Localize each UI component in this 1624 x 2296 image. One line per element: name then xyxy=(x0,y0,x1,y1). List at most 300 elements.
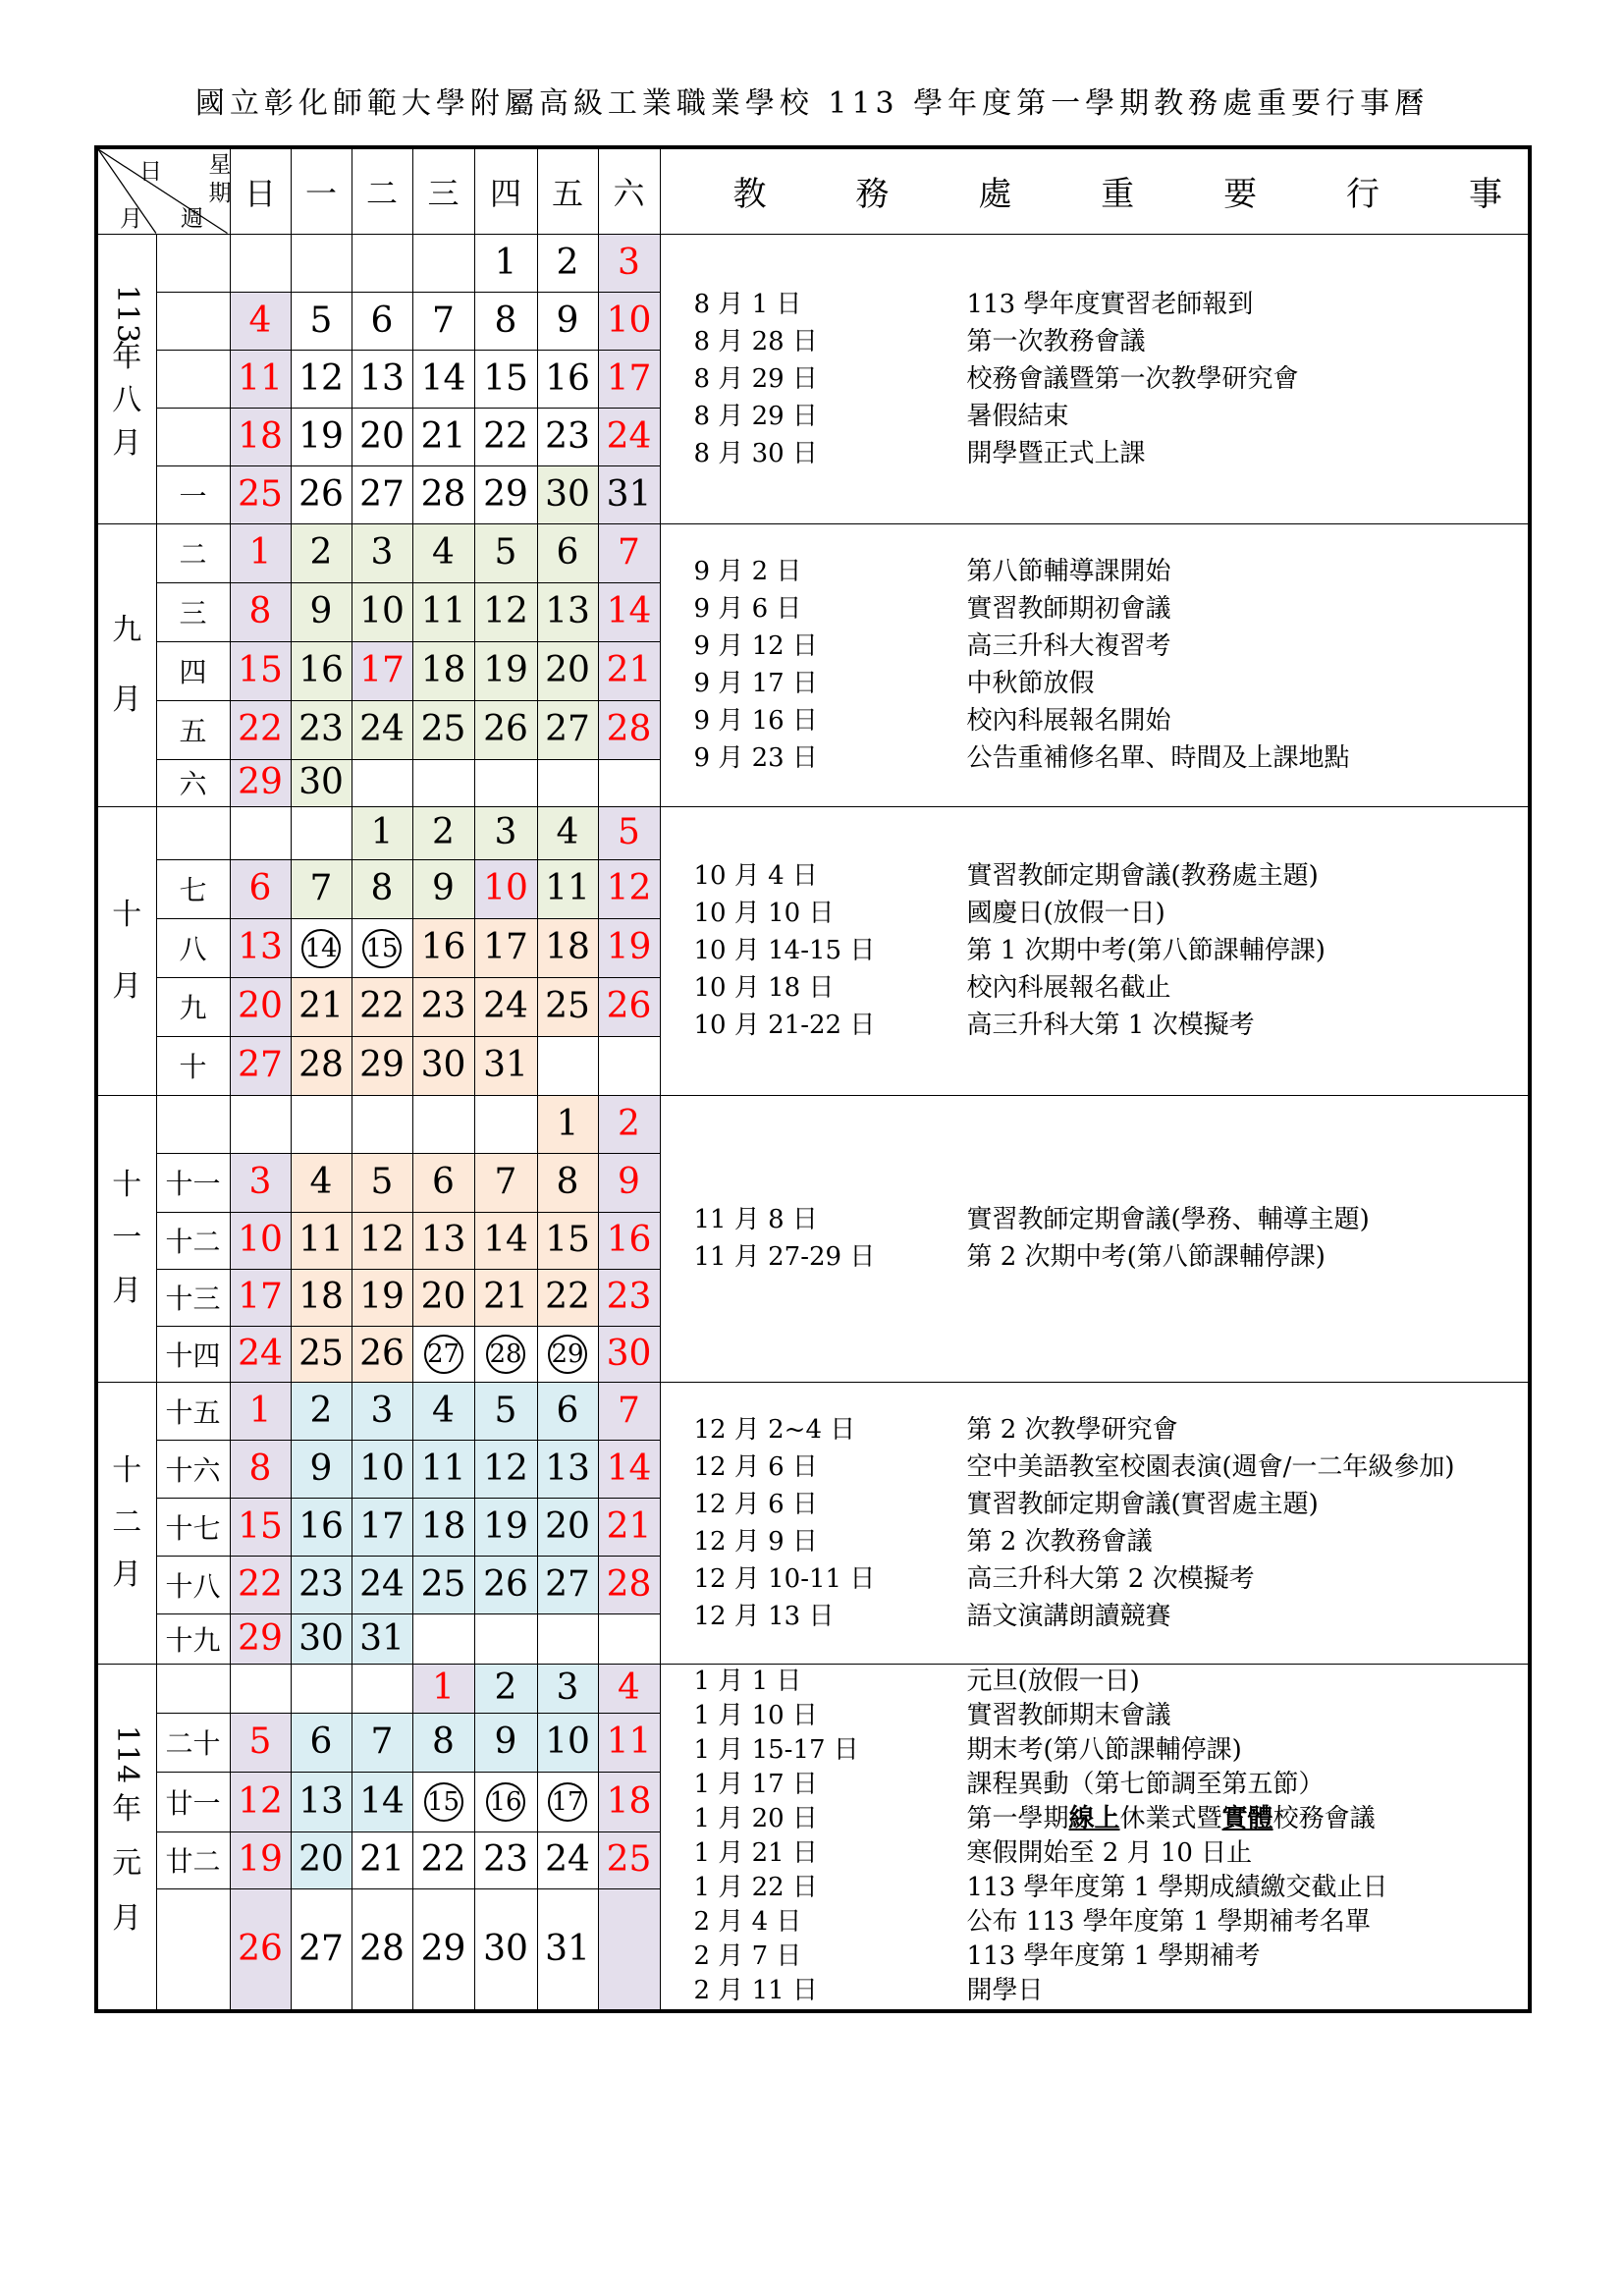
day-cell: 25 xyxy=(291,1326,352,1382)
event-date: 12 月 6 日 xyxy=(693,1489,818,1519)
event-row xyxy=(694,1560,1529,1598)
week-number xyxy=(156,1664,230,1713)
day-cell: 24 xyxy=(352,700,412,759)
day-cell: 13 xyxy=(230,918,291,977)
day-cell: 6 xyxy=(291,1713,352,1772)
month-events xyxy=(660,523,1530,806)
week-number: 十七 xyxy=(156,1498,230,1556)
events-list xyxy=(661,235,1529,523)
month-label-text xyxy=(98,807,156,1095)
event-row xyxy=(694,1871,1529,1905)
events-list xyxy=(661,524,1529,806)
day-cell: 30 xyxy=(598,1326,660,1382)
day-cell: 6 xyxy=(352,292,412,350)
event-row xyxy=(694,1733,1529,1768)
event-date: 9 月 23 日 xyxy=(693,743,818,773)
day-cell: 12 xyxy=(230,1772,291,1831)
event-desc: 實習教師期末會議 xyxy=(966,1701,1171,1731)
day-cell xyxy=(352,234,412,292)
day-cell: 20 xyxy=(352,408,412,465)
day-cell xyxy=(412,234,474,292)
events-header-char: 要 xyxy=(1223,175,1258,215)
day-cell: 18 xyxy=(412,1498,474,1556)
day-cell xyxy=(474,1613,537,1664)
event-desc: 實習教師定期會議(學務、輔導主題) xyxy=(966,1205,1370,1234)
month-label-segment: 八 xyxy=(112,382,142,417)
event-row xyxy=(694,590,1529,628)
day-cell xyxy=(412,1095,474,1153)
event-desc: 第 2 次教學研究會 xyxy=(966,1414,1178,1445)
day-cell: 19 xyxy=(474,641,537,700)
event-desc: 公告重補修名單、時間及上課地點 xyxy=(966,743,1350,773)
event-desc: 課程異動（第七節調至第五節） xyxy=(966,1770,1325,1800)
event-date: 10 月 4 日 xyxy=(693,861,818,891)
day-cell xyxy=(598,1036,660,1095)
week-number: 二十 xyxy=(156,1713,230,1772)
day-cell: 17 xyxy=(474,918,537,977)
calendar-row xyxy=(96,806,1530,859)
event-desc: 113 學年度第 1 學期成績繳交截止日 xyxy=(966,1873,1388,1903)
day-cell: 14 xyxy=(412,350,474,408)
month-events xyxy=(660,234,1530,523)
event-date: 12 月 9 日 xyxy=(693,1526,818,1557)
day-cell: 9 xyxy=(598,1153,660,1212)
event-desc: 期末考(第八節課輔停課) xyxy=(966,1735,1242,1766)
day-cell: 21 xyxy=(598,641,660,700)
calendar-row xyxy=(96,1382,1530,1440)
day-cell: 4 xyxy=(598,1664,660,1713)
exam-day-circle: 14 xyxy=(301,929,341,968)
exam-day-circle: 15 xyxy=(424,1782,463,1822)
month-label-segment: 元 xyxy=(112,1846,142,1881)
day-cell: 18 xyxy=(537,918,598,977)
event-row xyxy=(694,1523,1529,1560)
day-cell: 13 xyxy=(537,1440,598,1498)
events-list xyxy=(661,1665,1529,2010)
day-cell: 14 xyxy=(352,1772,412,1831)
day-cell: 31 xyxy=(352,1613,412,1664)
day-cell: 12 xyxy=(598,859,660,918)
event-date: 10 月 18 日 xyxy=(693,973,835,1003)
day-cell: 20 xyxy=(412,1269,474,1326)
day-cell: 22 xyxy=(412,1831,474,1888)
calendar-header-row xyxy=(96,147,1530,234)
weekday-header: 二 xyxy=(352,147,412,234)
day-cell: 3 xyxy=(352,1382,412,1440)
day-cell: 5 xyxy=(474,523,537,582)
week-number: 二 xyxy=(156,523,230,582)
corner-label-month: 月 xyxy=(120,205,142,232)
calendar-row xyxy=(96,234,1530,292)
events-list xyxy=(661,1096,1529,1382)
month-label-segment: 月 xyxy=(112,968,142,1004)
week-number xyxy=(156,234,230,292)
month-label-text xyxy=(98,1383,156,1664)
day-cell xyxy=(352,1095,412,1153)
day-cell: 8 xyxy=(412,1713,474,1772)
events-header xyxy=(660,147,1530,234)
day-cell xyxy=(352,918,412,977)
event-date: 12 月 10-11 日 xyxy=(693,1563,876,1594)
month-label-segment: 月 xyxy=(112,682,142,717)
day-cell: 23 xyxy=(412,977,474,1036)
month-events xyxy=(660,1664,1530,2011)
event-date: 9 月 17 日 xyxy=(693,669,818,698)
month-events xyxy=(660,806,1530,1095)
day-cell: 29 xyxy=(230,1613,291,1664)
calendar-body xyxy=(96,147,1530,2011)
day-cell: 15 xyxy=(230,641,291,700)
day-cell: 28 xyxy=(598,1556,660,1613)
event-date: 1 月 20 日 xyxy=(693,1804,818,1834)
day-cell: 27 xyxy=(537,700,598,759)
event-desc: 113 學年度實習老師報到 xyxy=(966,289,1254,319)
day-cell: 14 xyxy=(598,582,660,641)
day-cell xyxy=(412,1613,474,1664)
day-cell: 23 xyxy=(291,1556,352,1613)
day-cell: 24 xyxy=(352,1556,412,1613)
month-label-segment: 二 xyxy=(112,1504,142,1540)
day-cell: 9 xyxy=(412,859,474,918)
event-desc: 校務會議暨第一次教學研究會 xyxy=(966,363,1299,394)
event-row xyxy=(694,1836,1529,1871)
month-label-text xyxy=(98,524,156,806)
event-date: 1 月 1 日 xyxy=(693,1667,802,1697)
day-cell: 26 xyxy=(352,1326,412,1382)
day-cell: 15 xyxy=(230,1498,291,1556)
week-number: 十九 xyxy=(156,1613,230,1664)
events-header-char: 教 xyxy=(732,175,767,215)
day-cell: 5 xyxy=(598,806,660,859)
day-cell: 17 xyxy=(352,1498,412,1556)
day-cell: 17 xyxy=(352,641,412,700)
day-cell: 16 xyxy=(291,1498,352,1556)
day-cell: 10 xyxy=(474,859,537,918)
day-cell: 18 xyxy=(598,1772,660,1831)
day-cell: 4 xyxy=(230,292,291,350)
event-desc: 開學暨正式上課 xyxy=(966,438,1146,468)
event-date: 8 月 28 日 xyxy=(693,326,818,356)
day-cell: 1 xyxy=(474,234,537,292)
day-cell: 1 xyxy=(352,806,412,859)
events-header-text xyxy=(661,149,1529,234)
week-number: 三 xyxy=(156,582,230,641)
day-cell: 5 xyxy=(230,1713,291,1772)
event-date: 8 月 30 日 xyxy=(693,438,818,468)
day-cell: 11 xyxy=(598,1713,660,1772)
week-number xyxy=(156,408,230,465)
event-date: 11 月 8 日 xyxy=(693,1205,818,1234)
corner-label-day: 日 xyxy=(139,159,162,185)
day-cell: 21 xyxy=(412,408,474,465)
corner-label-week: 週 xyxy=(181,205,203,232)
week-number: 十二 xyxy=(156,1212,230,1269)
day-cell: 25 xyxy=(412,700,474,759)
calendar-row xyxy=(96,1664,1530,1713)
event-row xyxy=(694,286,1529,323)
event-desc: 第一次教務會議 xyxy=(966,326,1146,356)
day-cell: 9 xyxy=(537,292,598,350)
event-desc: 高三升科大第 2 次模擬考 xyxy=(966,1563,1255,1594)
week-number: 七 xyxy=(156,859,230,918)
day-cell: 10 xyxy=(352,582,412,641)
day-cell: 4 xyxy=(412,523,474,582)
day-cell: 8 xyxy=(537,1153,598,1212)
event-desc: 第 1 次期中考(第八節課輔停課) xyxy=(966,936,1326,965)
month-label-segment: 九 xyxy=(112,612,142,647)
day-cell: 17 xyxy=(230,1269,291,1326)
event-date: 8 月 29 日 xyxy=(693,401,818,431)
day-cell xyxy=(537,1613,598,1664)
event-row xyxy=(694,1974,1529,2008)
day-cell: 20 xyxy=(537,1498,598,1556)
day-cell xyxy=(291,234,352,292)
event-date: 10 月 14-15 日 xyxy=(693,936,876,965)
events-header-char: 行 xyxy=(1346,175,1380,215)
day-cell: 22 xyxy=(474,408,537,465)
event-row xyxy=(694,323,1529,360)
day-cell: 6 xyxy=(537,523,598,582)
week-number: 五 xyxy=(156,700,230,759)
day-cell xyxy=(291,918,352,977)
day-cell: 7 xyxy=(598,1382,660,1440)
event-date: 9 月 2 日 xyxy=(693,557,802,586)
day-cell: 29 xyxy=(412,1888,474,2011)
day-cell: 8 xyxy=(230,1440,291,1498)
day-cell: 3 xyxy=(230,1153,291,1212)
event-desc: 寒假開始至 2 月 10 日止 xyxy=(966,1838,1253,1869)
day-cell: 1 xyxy=(230,1382,291,1440)
event-row xyxy=(694,1768,1529,1802)
day-cell: 7 xyxy=(474,1153,537,1212)
day-cell xyxy=(598,759,660,806)
month-label-segment: 114 xyxy=(110,1724,145,1785)
day-cell: 2 xyxy=(537,234,598,292)
day-cell: 21 xyxy=(291,977,352,1036)
day-cell: 18 xyxy=(412,641,474,700)
event-row xyxy=(694,1449,1529,1486)
event-date: 12 月 6 日 xyxy=(693,1451,818,1482)
event-desc: 中秋節放假 xyxy=(966,669,1095,698)
day-cell: 13 xyxy=(291,1772,352,1831)
event-row xyxy=(694,1802,1529,1836)
month-events xyxy=(660,1095,1530,1382)
day-cell: 3 xyxy=(352,523,412,582)
day-cell: 27 xyxy=(230,1036,291,1095)
day-cell: 22 xyxy=(537,1269,598,1326)
month-label-segment: 十 xyxy=(112,897,142,932)
day-cell: 13 xyxy=(537,582,598,641)
day-cell: 23 xyxy=(598,1269,660,1326)
weekday-header: 四 xyxy=(474,147,537,234)
day-cell: 10 xyxy=(352,1440,412,1498)
day-cell: 3 xyxy=(537,1664,598,1713)
day-cell: 27 xyxy=(291,1888,352,2011)
week-number xyxy=(156,806,230,859)
month-label xyxy=(96,1095,156,1382)
day-cell: 19 xyxy=(474,1498,537,1556)
event-date: 9 月 12 日 xyxy=(693,631,818,661)
day-cell: 6 xyxy=(412,1153,474,1212)
day-cell xyxy=(412,1772,474,1831)
day-cell: 26 xyxy=(474,1556,537,1613)
event-row xyxy=(694,398,1529,435)
event-row xyxy=(694,857,1529,895)
event-row xyxy=(694,1411,1529,1449)
event-row xyxy=(694,1486,1529,1523)
day-cell xyxy=(598,1888,660,2011)
month-label-segment: 十 xyxy=(112,1452,142,1488)
event-row xyxy=(694,932,1529,969)
day-cell: 16 xyxy=(412,918,474,977)
event-date: 9 月 6 日 xyxy=(693,594,802,624)
month-label-text xyxy=(98,1665,156,2010)
event-row xyxy=(694,553,1529,590)
event-date: 10 月 21-22 日 xyxy=(693,1011,876,1040)
day-cell: 4 xyxy=(412,1382,474,1440)
day-cell: 7 xyxy=(352,1713,412,1772)
week-number: 十五 xyxy=(156,1382,230,1440)
day-cell: 23 xyxy=(291,700,352,759)
day-cell: 29 xyxy=(230,759,291,806)
month-label-text xyxy=(98,1096,156,1382)
week-number: 廿一 xyxy=(156,1772,230,1831)
day-cell: 18 xyxy=(291,1269,352,1326)
week-number xyxy=(156,1095,230,1153)
day-cell xyxy=(230,1095,291,1153)
week-number: 十三 xyxy=(156,1269,230,1326)
corner-cell xyxy=(96,147,230,234)
day-cell: 24 xyxy=(474,977,537,1036)
day-cell: 13 xyxy=(352,350,412,408)
day-cell: 30 xyxy=(474,1888,537,2011)
event-row xyxy=(694,1598,1529,1635)
event-date: 2 月 4 日 xyxy=(693,1907,802,1938)
day-cell xyxy=(291,806,352,859)
day-cell xyxy=(352,1664,412,1713)
day-cell: 10 xyxy=(537,1713,598,1772)
day-cell: 4 xyxy=(291,1153,352,1212)
day-cell: 23 xyxy=(537,408,598,465)
exam-day-circle: 27 xyxy=(424,1335,463,1374)
day-cell: 5 xyxy=(352,1153,412,1212)
day-cell: 5 xyxy=(291,292,352,350)
day-cell xyxy=(291,1095,352,1153)
week-number: 六 xyxy=(156,759,230,806)
day-cell: 2 xyxy=(598,1095,660,1153)
day-cell: 16 xyxy=(598,1212,660,1269)
month-label-segment: 年 xyxy=(112,339,142,374)
event-row xyxy=(694,739,1529,777)
event-date: 1 月 15-17 日 xyxy=(693,1735,859,1766)
exam-day-circle: 17 xyxy=(548,1782,587,1822)
day-cell: 30 xyxy=(412,1036,474,1095)
day-cell: 31 xyxy=(474,1036,537,1095)
event-date: 10 月 10 日 xyxy=(693,899,835,928)
exam-day-circle: 29 xyxy=(548,1335,587,1374)
calendar-row xyxy=(96,523,1530,582)
event-desc: 第 2 次教務會議 xyxy=(966,1526,1153,1557)
event-desc: 第一學期線上休業式暨實體校務會議 xyxy=(966,1804,1376,1834)
event-row xyxy=(694,702,1529,739)
day-cell xyxy=(474,1326,537,1382)
event-date: 12 月 2~4 日 xyxy=(693,1414,856,1445)
day-cell: 1 xyxy=(230,523,291,582)
event-row xyxy=(694,1201,1529,1238)
day-cell: 2 xyxy=(291,523,352,582)
week-number: 九 xyxy=(156,977,230,1036)
event-date: 9 月 16 日 xyxy=(693,706,818,736)
month-label-segment: 月 xyxy=(112,1274,142,1309)
day-cell: 11 xyxy=(537,859,598,918)
day-cell: 23 xyxy=(474,1831,537,1888)
day-cell: 7 xyxy=(598,523,660,582)
event-row xyxy=(694,1665,1529,1699)
calendar-row xyxy=(96,1095,1530,1153)
month-label-segment: 月 xyxy=(112,425,142,461)
day-cell: 4 xyxy=(537,806,598,859)
event-date: 12 月 13 日 xyxy=(693,1601,835,1631)
day-cell: 10 xyxy=(598,292,660,350)
weekday-header: 日 xyxy=(230,147,291,234)
day-cell: 30 xyxy=(291,759,352,806)
day-cell: 11 xyxy=(230,350,291,408)
week-number: 十六 xyxy=(156,1440,230,1498)
day-cell: 19 xyxy=(230,1831,291,1888)
week-number: 十一 xyxy=(156,1153,230,1212)
day-cell: 11 xyxy=(291,1212,352,1269)
day-cell: 20 xyxy=(291,1831,352,1888)
weekday-header: 三 xyxy=(412,147,474,234)
event-desc: 暑假結束 xyxy=(966,401,1069,431)
event-row xyxy=(694,969,1529,1007)
day-cell xyxy=(291,1664,352,1713)
event-date: 1 月 10 日 xyxy=(693,1701,818,1731)
day-cell: 20 xyxy=(230,977,291,1036)
event-date: 1 月 21 日 xyxy=(693,1838,818,1869)
event-desc: 校內科展報名開始 xyxy=(966,706,1171,736)
day-cell: 9 xyxy=(291,582,352,641)
day-cell: 22 xyxy=(230,1556,291,1613)
event-date: 2 月 11 日 xyxy=(693,1976,818,2006)
week-number: 十八 xyxy=(156,1556,230,1613)
day-cell: 8 xyxy=(474,292,537,350)
day-cell: 2 xyxy=(291,1382,352,1440)
day-cell xyxy=(230,1664,291,1713)
day-cell xyxy=(537,1772,598,1831)
day-cell: 24 xyxy=(230,1326,291,1382)
day-cell: 25 xyxy=(412,1556,474,1613)
day-cell: 1 xyxy=(537,1095,598,1153)
event-desc: 元旦(放假一日) xyxy=(966,1667,1140,1697)
day-cell: 7 xyxy=(291,859,352,918)
event-desc: 空中美語教室校園表演(週會/一二年級參加) xyxy=(966,1451,1455,1482)
event-row xyxy=(694,360,1529,398)
event-row xyxy=(694,435,1529,472)
day-cell: 26 xyxy=(291,465,352,523)
day-cell: 26 xyxy=(230,1888,291,2011)
month-events xyxy=(660,1382,1530,1664)
month-label xyxy=(96,1382,156,1664)
month-label-segment: 年 xyxy=(112,1791,142,1827)
day-cell: 6 xyxy=(537,1382,598,1440)
day-cell: 11 xyxy=(412,1440,474,1498)
event-row xyxy=(694,665,1529,702)
day-cell: 27 xyxy=(352,465,412,523)
day-cell xyxy=(352,759,412,806)
day-cell: 1 xyxy=(412,1664,474,1713)
event-desc: 第八節輔導課開始 xyxy=(966,557,1171,586)
